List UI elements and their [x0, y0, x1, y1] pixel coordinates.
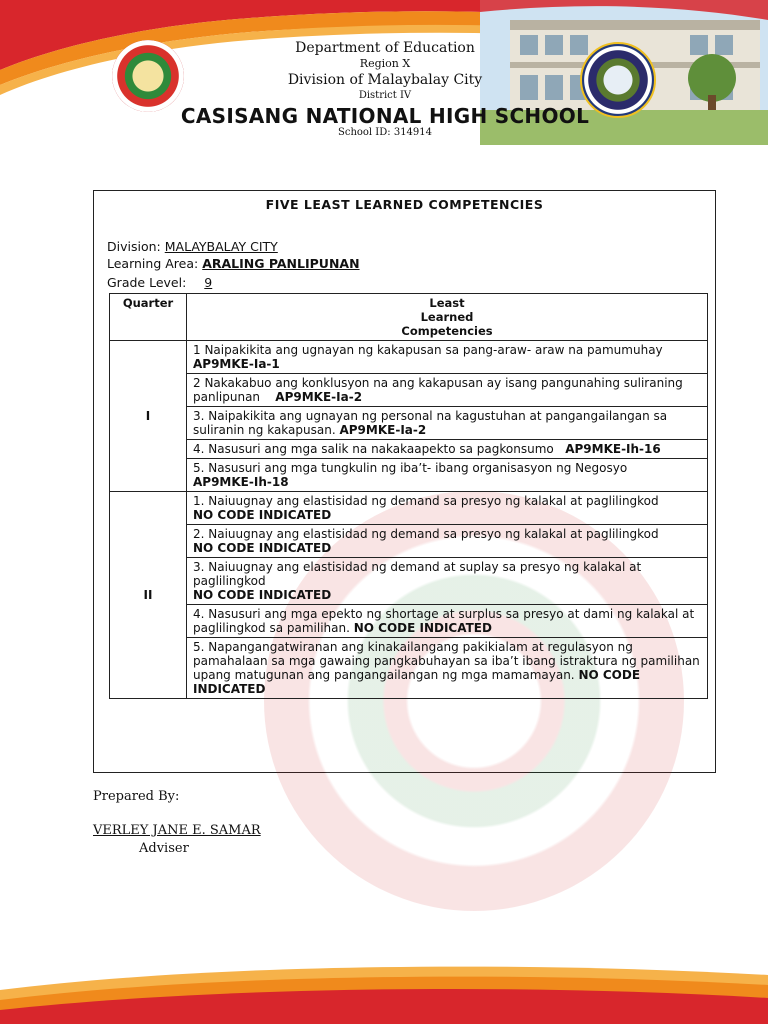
competency-code: AP9MKE-Ia-2 [339, 423, 427, 437]
document-title: FIVE LEAST LEARNED COMPETENCIES [265, 197, 544, 212]
competency-code: NO CODE INDICATED [193, 541, 332, 555]
competency-cell: 1 Naipakikita ang ugnayan ng kakapusan sa pang-araw- araw na pamumuhay AP9MKE-Ia-1 [187, 341, 708, 374]
table-row [110, 407, 708, 440]
table-row [110, 374, 708, 407]
table-header-row [110, 294, 708, 341]
table-row [110, 525, 708, 558]
preparer-name: VERLEY JANE E. SAMAR [93, 823, 261, 838]
table-row [110, 558, 708, 605]
competency-cell: 4. Nasusuri ang mga salik na nakakaapekto sa pagkonsumo AP9MKE-Ih-16 [187, 440, 708, 459]
table-row [110, 440, 708, 459]
prepared-by-label: Prepared By: [93, 789, 180, 804]
table-row [110, 638, 708, 699]
region-heading: Region X [359, 57, 411, 70]
competency-code: AP9MKE-Ih-18 [193, 475, 289, 489]
competency-code: AP9MKE-Ia-2 [275, 390, 363, 404]
grade-level-line [107, 275, 226, 290]
competency-code: NO CODE INDICATED [193, 508, 332, 522]
competency-cell: 4. Nasusuri ang mga epekto ng shortage at surplus sa presyo at dami ng kalakal at paglilingkod sa pamilihan. NO CODE INDICATED [187, 605, 708, 638]
division-value: MALAYBALAY CITY [164, 239, 278, 254]
table-row [110, 341, 708, 374]
school-name: CASISANG NATIONAL HIGH SCHOOL [180, 104, 590, 128]
competency-cell: 2 Nakakabuo ang konklusyon na ang kakapusan ay isang pangunahing suliraning panlipunan AP9MKE-Ia-2 [187, 374, 708, 407]
department-heading: Department of Education [295, 40, 475, 56]
competency-cell: 2. Naiuugnay ang elastisidad ng demand sa presyo ng kalakal at paglilingkod NO CODE INDICATED [187, 525, 708, 558]
competency-cell: 3. Naiuugnay ang elastisidad ng demand at suplay sa presyo ng kalakal at paglilingkod NO CODE INDICATED [187, 558, 708, 605]
competency-cell: 3. Naipakikita ang ugnayan ng personal na kagustuhan at pangangailangan sa suliranin ng kakapusan. AP9MKE-Ia-2 [187, 407, 708, 440]
competency-code: NO CODE INDICATED [353, 621, 492, 635]
competency-code: AP9MKE-Ih-16 [565, 442, 661, 456]
table-row [110, 605, 708, 638]
table-row [110, 492, 708, 525]
competencies-header: Least Learned Competencies [187, 294, 708, 341]
preparer-role: Adviser [139, 841, 189, 856]
competencies-table [109, 293, 708, 699]
grade-level-label: Grade Level: [107, 275, 187, 290]
competencies-form [93, 190, 716, 773]
quarter-cell-2: II [110, 492, 187, 699]
district-heading: District IV [358, 90, 412, 101]
competency-cell: 1. Naiuugnay ang elastisidad ng demand sa presyo ng kalakal at paglilingkod NO CODE INDICATED [187, 492, 708, 525]
division-heading: Division of Malaybalay City [287, 72, 483, 88]
division-label: Division: [107, 239, 161, 254]
learning-area-line [107, 256, 360, 271]
school-seal-logo [112, 40, 184, 112]
grade-level-value: 9 [204, 275, 213, 290]
competency-cell: 5. Napangangatwiranan ang kinakailangang pakikialam at regulasyon ng pamahalaan sa mga gawaing pangkabuhayan sa iba’t ibang istraktura ng pamilihan upang matugunan ang pangangailangan ng mga mamamayan. NO CODE INDICATED [187, 638, 708, 699]
school-id: School ID: 314914 [338, 127, 432, 138]
division-line [107, 239, 278, 254]
deped-division-seal-logo [580, 42, 656, 118]
table-row [110, 459, 708, 492]
quarter-header: Quarter [110, 294, 187, 341]
competency-code: NO CODE INDICATED [193, 588, 332, 602]
learning-area-value: ARALING PANLIPUNAN [202, 256, 360, 271]
competency-cell: 5. Nasusuri ang mga tungkulin ng iba’t- ibang organisasyon ng Negosyo AP9MKE-Ih-18 [187, 459, 708, 492]
quarter-cell-1: I [110, 341, 187, 492]
footer-banner [0, 960, 768, 1024]
competency-code: AP9MKE-Ia-1 [193, 357, 280, 371]
learning-area-label: Learning Area: [107, 256, 199, 271]
competency-code: NO CODE INDICATED [193, 668, 641, 696]
